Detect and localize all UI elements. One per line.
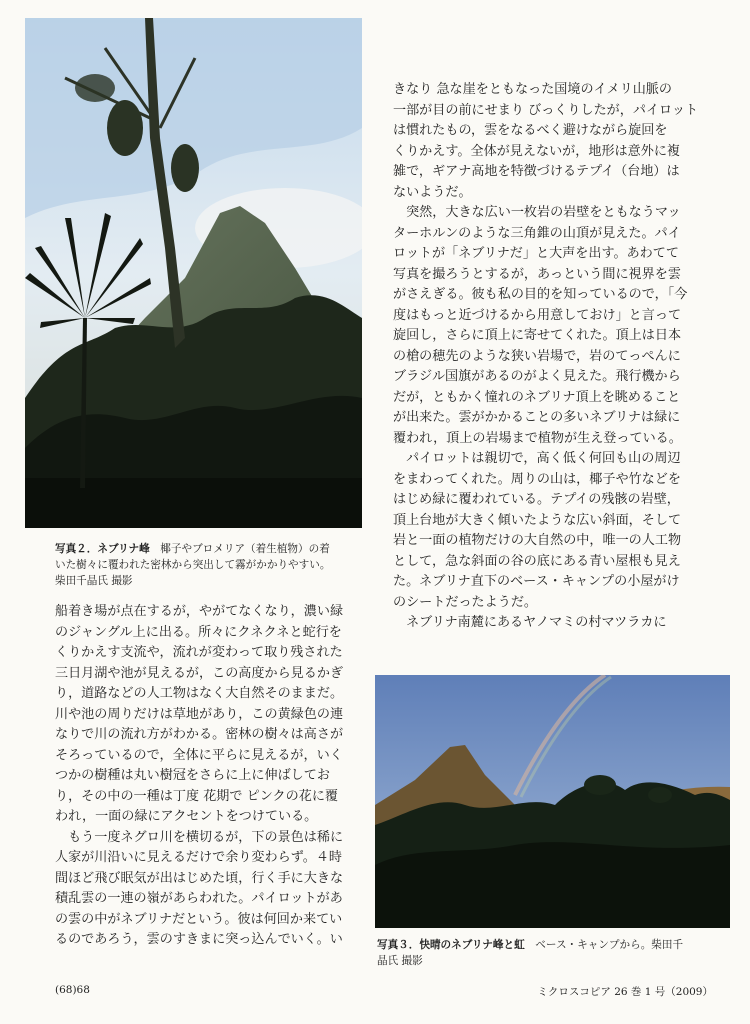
text-line: 覆われ，頂上の岩場まで植物が生え登っている。 [393, 430, 682, 446]
text-line: は慣れたもの，雲をなるべく避けながら旋回を [393, 123, 668, 138]
text-line: ロットが「ネブリナだ」と大声を出す。あわてて [393, 246, 679, 261]
text-line: 雑で，ギアナ高地を特徴づけるテプイ（台地）は [393, 164, 680, 179]
photo2-caption-line: 柴田千晶氏 撮影 [55, 575, 133, 587]
text-line: の槍の穂先のような狭い岩場で，岩のてっぺんに [393, 348, 681, 364]
text-line: が出来た。雲がかかることの多いネブリナは緑に [393, 410, 681, 425]
text-line: ネブリナ南麓にあるヤノマミの村マツラカに [393, 615, 667, 630]
photo3-caption-line: ベース・キャンプから。柴田千 [524, 939, 684, 951]
text-line: もう一度ネグロ川を横切るが，下の景色は稀に [55, 829, 344, 845]
text-line: ターホルンのような三角錐の山頂が見えた。パイ [393, 225, 681, 241]
photo2-caption-title: 写真２．ネブリナ峰 [55, 543, 150, 555]
photo3-caption [377, 937, 732, 969]
photo2-caption-line: 椰子やブロメリア（着生植物）の着 [149, 543, 330, 555]
text-line: 川や池の周りだけは草地があり，この黄緑色の連 [55, 706, 344, 722]
text-line: 積乱雲の一連の嶺があらわれた。パイロットがあ [55, 891, 343, 906]
photo3-caption-title: 写真３．快晴のネブリナ峰と虹 [377, 939, 525, 951]
text-line: 船着き場が点在するが，やがてなくなり，濃い緑 [55, 604, 344, 619]
text-line: るのであろう，雲のすきまに突っ込んでいく。い [55, 932, 343, 947]
text-line: のジャングル上に出る。所々にクネクネと蛇行を [55, 624, 342, 640]
text-line: り，道路などの人工物はなく大自然そのままだ。 [55, 686, 344, 701]
text-line: をまわってくれた。周りの山は，椰子や竹などを [393, 471, 681, 487]
text-line: 人家が川沿いに見えるだけで余り変わらず。４時 [55, 850, 343, 865]
right-text-column [393, 80, 698, 634]
photo3-caption-line: 晶氏 撮影 [377, 955, 423, 967]
text-line: 度はもっと近づけるから用意しておけ」と言って [393, 307, 682, 323]
text-line: きなり 急な崖をともなった国境のイメリ山脈の [393, 82, 672, 97]
photo-neblina-rainbow-image [375, 675, 730, 928]
text-line: 突然，大きな広い一枚岩の岩壁をともなうマッ [393, 205, 681, 220]
text-line: がさえぎる。彼も私の目的を知っているので，「今 [393, 287, 688, 302]
text-line: として，急な斜面の谷の底にある青い屋根も見え [393, 553, 681, 569]
text-line: 頂上台地が大きく傾いたような広い斜面，そして [393, 512, 682, 528]
page-number: (68)68 [55, 984, 90, 996]
photo-neblina-rainbow [375, 675, 730, 928]
text-line: われ，一面の緑にアクセントをつけている。 [55, 809, 318, 824]
text-line: パイロットは親切で，高く低く何回も山の周辺 [393, 451, 681, 466]
text-line: 旋回し，さらに頂上に寄せてくれた。頂上は日本 [393, 328, 682, 343]
photo-neblina-peak [25, 18, 362, 528]
photo2-caption [55, 541, 365, 589]
text-line: そろっているので，全体に平らに見えるが，いく [55, 747, 343, 763]
journal-citation: ミクロスコピア 26 巻 1 号（2009） [537, 986, 713, 998]
text-line: なりで川の流れ方がわかる。密林の樹々は高さが [55, 727, 344, 742]
text-line: の雲の中がネブリナだという。彼は何回か来てい [55, 911, 343, 927]
text-line: だが，ともかく憧れのネブリナ頂上を眺めること [393, 389, 681, 405]
photo-neblina-peak-image [25, 18, 362, 528]
text-line: 写真を撮ろうとするが，あっという間に視界を雲 [393, 266, 681, 282]
text-line: り，その中の一種は丁度 花期で ピンクの花に覆 [55, 788, 339, 804]
photo2-caption-line: いた樹々に覆われた密林から突出して霧がかかりやすい。 [55, 559, 331, 571]
text-line: 一部が目の前にせまり びっくりしたが，パイロット [393, 102, 699, 118]
text-line: はじめ緑に覆われている。テプイの残骸の岩壁， [393, 492, 680, 507]
text-line: 岩と一面の植物だけの大自然の中，唯一の人工物 [393, 533, 682, 548]
text-line: 三日月湖や池が見えるが，この高度から見るかぎ [55, 665, 344, 681]
text-line: くりかえす。全体が見えないが，地形は意外に複 [393, 143, 681, 159]
text-line: くりかえす支流や，流れが変わって取り残された [55, 645, 343, 660]
text-line: つかの樹種は丸い樹冠をさらに上に伸ばしてお [55, 768, 330, 783]
text-line: ないようだ。 [393, 184, 472, 200]
text-line: ブラジル国旗があるのがよく見えた。飛行機から [393, 369, 681, 384]
left-text-column [55, 602, 343, 951]
text-line: のシートだったようだ。 [393, 594, 538, 610]
text-line: 間ほど飛び眠気が出はじめた頃，行く手に大きな [55, 870, 344, 886]
text-line: た。ネブリナ直下のベース・キャンプの小屋がけ [393, 574, 680, 589]
